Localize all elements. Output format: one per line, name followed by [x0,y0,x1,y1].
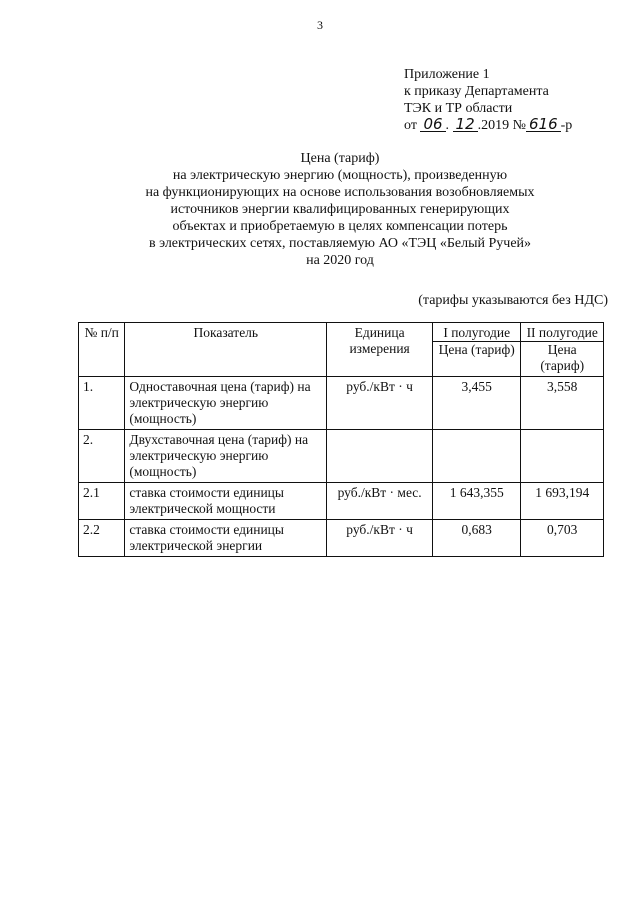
row-half-1 [433,430,521,483]
title-line-3: на функционирующих на основе использования возобновляемых [145,185,535,200]
header-half-1 [433,323,521,377]
date-prefix: от [404,118,417,133]
header-half-1-price: Цена (тариф) [433,341,520,358]
row-num: 2. [79,430,125,483]
page-number: 3 [317,18,323,32]
header-half-1-label: I полугодие [443,325,511,340]
row-unit: руб./кВт · ч [327,520,433,557]
title-line-2: на электрическую энергию (мощность), произведенную [172,168,508,183]
document-title [60,150,620,269]
row-half-1: 1 643,355 [433,483,521,520]
header-indicator: Показатель [125,323,327,377]
row-half-2: 1 693,194 [521,483,604,520]
header-unit: Единица измерения [327,323,433,377]
order-number: 616 [526,117,561,132]
vat-note: (тарифы указываются без НДС) [418,293,608,308]
header-half-2 [521,323,604,377]
title-line-1: Цена (тариф) [300,151,380,166]
appendix-line-2: к приказу Департамента [404,84,549,99]
title-line-7: на 2020 год [306,253,374,268]
date-month: 12 [453,117,478,132]
title-line-5: объектах и приобретаемую в целях компенсации потерь [172,219,508,234]
row-num: 2.1 [79,483,125,520]
row-num: 1. [79,377,125,430]
table-row [79,377,604,430]
title-line-4: источников энергии квалифицированных генерирующих [170,202,510,217]
appendix-date-line [404,117,572,134]
row-half-2: 3,558 [521,377,604,430]
row-indicator: Одноставочная цена (тариф) на электрическую энергию (мощность) [125,377,327,430]
table-row [79,483,604,520]
row-half-1: 0,683 [433,520,521,557]
row-unit: руб./кВт · мес. [327,483,433,520]
table-row [79,430,604,483]
title-line-6: в электрических сетях, поставляемую АО «ТЭЦ «Белый Ручей» [148,236,532,251]
header-half-2-label: II полугодие [526,325,598,340]
order-suffix: -р [560,118,573,133]
row-half-1: 3,455 [433,377,521,430]
date-dot: . [445,118,450,133]
appendix-header [404,66,572,134]
header-num: № п/п [79,323,125,377]
row-indicator: ставка стоимости единицы электрической энергии [125,520,327,557]
row-indicator: ставка стоимости единицы электрической мощности [125,483,327,520]
header-half-2-price: Цена (тариф) [521,341,603,374]
date-day: 06 [420,117,445,132]
date-year: .2019 [477,118,510,133]
number-sign: № [512,118,526,133]
row-unit [327,430,433,483]
row-num: 2.2 [79,520,125,557]
row-unit: руб./кВт · ч [327,377,433,430]
row-half-2 [521,430,604,483]
tariff-table [78,322,604,557]
table-row [79,520,604,557]
row-half-2: 0,703 [521,520,604,557]
table-header-row [79,323,604,377]
appendix-line-1: Приложение 1 [404,67,490,82]
row-indicator: Двухставочная цена (тариф) на электрическую энергию (мощность) [125,430,327,483]
appendix-line-3: ТЭК и ТР области [404,101,513,116]
